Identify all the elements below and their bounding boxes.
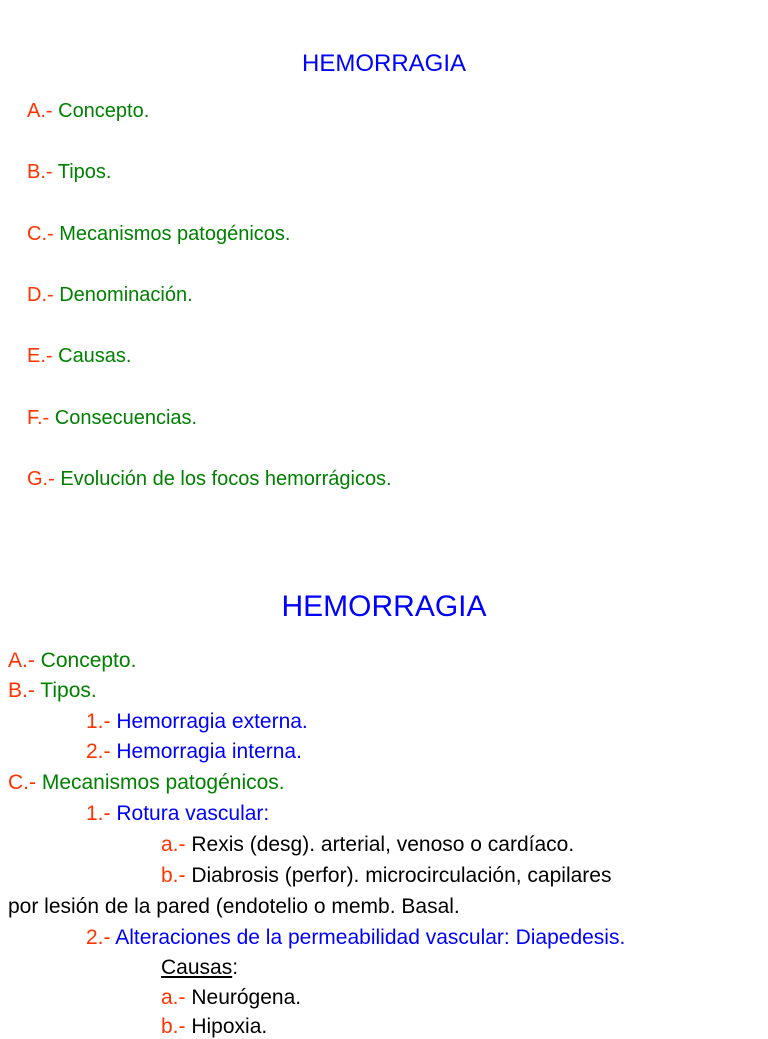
line-text: Hemorragia interna. bbox=[110, 740, 302, 763]
item-letter: B.- bbox=[27, 161, 53, 183]
outline-item-c bbox=[27, 223, 290, 246]
outline-line-c2 bbox=[86, 926, 625, 950]
line-text: Concepto. bbox=[34, 649, 137, 672]
item-text: Tipos. bbox=[52, 161, 112, 183]
slide-1-title: HEMORRAGIA bbox=[301, 50, 466, 77]
item-text: Mecanismos patogénicos. bbox=[53, 223, 291, 245]
item-text: Causas. bbox=[52, 345, 132, 367]
outline-line-causas bbox=[161, 956, 238, 980]
line-marker: 2.- bbox=[86, 740, 111, 763]
line-text: Rotura vascular: bbox=[110, 802, 270, 825]
outline-line-causa-a bbox=[161, 986, 301, 1010]
outline-line-c1b bbox=[161, 864, 611, 888]
line-text: por lesión de la pared (endotelio o memb. Basal. bbox=[8, 895, 460, 918]
line-text: : bbox=[232, 956, 239, 979]
outline-line-c bbox=[8, 771, 285, 795]
line-text: Hemorragia externa. bbox=[110, 710, 308, 733]
line-marker: 2.- bbox=[86, 926, 111, 949]
item-letter: A.- bbox=[27, 100, 53, 122]
line-marker: b.- bbox=[161, 864, 186, 887]
line-marker: C.- bbox=[8, 771, 36, 794]
item-letter: C.- bbox=[27, 223, 54, 245]
line-text: Neurógena. bbox=[185, 986, 302, 1009]
item-letter: D.- bbox=[27, 284, 54, 306]
outline-item-b bbox=[27, 161, 111, 184]
item-text: Denominación. bbox=[53, 284, 193, 306]
outline-line-continuation bbox=[8, 895, 460, 919]
outline-line-b bbox=[8, 679, 97, 703]
line-marker: 1.- bbox=[86, 710, 111, 733]
item-text: Consecuencias. bbox=[49, 407, 198, 429]
item-letter: G.- bbox=[27, 468, 55, 490]
outline-line-causa-b bbox=[161, 1015, 267, 1039]
item-letter: F.- bbox=[27, 407, 50, 429]
outline-item-f bbox=[27, 407, 197, 430]
line-marker: b.- bbox=[161, 1015, 186, 1038]
item-text: Concepto. bbox=[52, 100, 150, 122]
line-marker: A.- bbox=[8, 649, 35, 672]
line-marker: a.- bbox=[161, 986, 186, 1009]
line-marker: 1.- bbox=[86, 802, 111, 825]
line-marker: B.- bbox=[8, 679, 35, 702]
line-text: Rexis (desg). arterial, venoso o cardíaco. bbox=[185, 833, 575, 856]
line-text: Tipos. bbox=[34, 679, 97, 702]
outline-item-e bbox=[27, 345, 132, 368]
item-text: Evolución de los focos hemorrágicos. bbox=[54, 468, 392, 490]
outline-item-a bbox=[27, 100, 149, 123]
outline-item-d bbox=[27, 284, 193, 307]
line-text: Mecanismos patogénicos. bbox=[36, 771, 285, 794]
outline-item-g bbox=[27, 468, 392, 491]
outline-line-a bbox=[8, 649, 136, 673]
line-marker: a.- bbox=[161, 833, 186, 856]
line-text: Diabrosis (perfor). microcirculación, capilares bbox=[185, 864, 612, 887]
outline-line-c1a bbox=[161, 833, 574, 857]
outline-line-c1 bbox=[86, 802, 269, 826]
line-text: Alteraciones de la permeabilidad vascular: Diapedesis. bbox=[110, 926, 626, 949]
line-text: Hipoxia. bbox=[185, 1015, 268, 1038]
causas-heading: Causas bbox=[161, 956, 233, 979]
slide-2-title: HEMORRAGIA bbox=[281, 590, 487, 623]
outline-line-b2 bbox=[86, 740, 302, 764]
item-letter: E.- bbox=[27, 345, 53, 367]
outline-line-b1 bbox=[86, 710, 308, 734]
